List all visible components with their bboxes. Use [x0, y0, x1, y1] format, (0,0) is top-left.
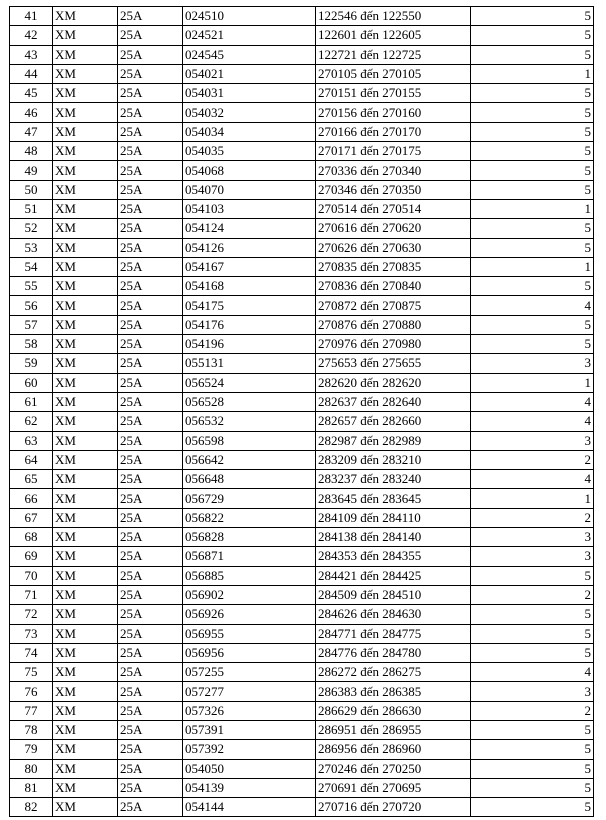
cell-stt: 62 — [10, 412, 53, 431]
cell-so-luong: 5 — [471, 740, 594, 759]
cell-ma: 024510 — [183, 7, 316, 26]
cell-so-luong: 5 — [471, 45, 594, 64]
cell-ky-hieu: XM — [53, 682, 118, 701]
cell-stt: 80 — [10, 759, 53, 778]
cell-range: 270336 đến 270340 — [316, 161, 471, 180]
cell-ma: 054144 — [183, 798, 316, 817]
table-row — [10, 566, 594, 585]
cell-loai: 25A — [118, 335, 183, 354]
cell-stt: 53 — [10, 238, 53, 257]
cell-ky-hieu: XM — [53, 412, 118, 431]
cell-loai: 25A — [118, 26, 183, 45]
cell-ky-hieu: XM — [53, 26, 118, 45]
cell-stt: 48 — [10, 142, 53, 161]
cell-loai: 25A — [118, 277, 183, 296]
cell-stt: 44 — [10, 64, 53, 83]
cell-ky-hieu: XM — [53, 354, 118, 373]
cell-so-luong: 5 — [471, 142, 594, 161]
cell-ky-hieu: XM — [53, 778, 118, 797]
cell-stt: 45 — [10, 84, 53, 103]
cell-ky-hieu: XM — [53, 740, 118, 759]
cell-range: 275653 đến 275655 — [316, 354, 471, 373]
cell-ky-hieu: XM — [53, 547, 118, 566]
cell-stt: 52 — [10, 219, 53, 238]
table-row — [10, 7, 594, 26]
table-row — [10, 180, 594, 199]
cell-ma: 056822 — [183, 508, 316, 527]
cell-loai: 25A — [118, 470, 183, 489]
cell-range: 270616 đến 270620 — [316, 219, 471, 238]
cell-stt: 71 — [10, 585, 53, 604]
cell-ma: 057391 — [183, 720, 316, 739]
cell-ma: 054196 — [183, 335, 316, 354]
cell-loai: 25A — [118, 161, 183, 180]
cell-stt: 67 — [10, 508, 53, 527]
cell-ky-hieu: XM — [53, 759, 118, 778]
cell-so-luong: 2 — [471, 450, 594, 469]
table-row — [10, 199, 594, 218]
cell-loai: 25A — [118, 720, 183, 739]
table-row — [10, 373, 594, 392]
cell-stt: 69 — [10, 547, 53, 566]
table-row — [10, 605, 594, 624]
cell-stt: 76 — [10, 682, 53, 701]
cell-loai: 25A — [118, 142, 183, 161]
cell-loai: 25A — [118, 257, 183, 276]
table-row — [10, 296, 594, 315]
cell-ma: 056524 — [183, 373, 316, 392]
cell-range: 286629 đến 286630 — [316, 701, 471, 720]
cell-ky-hieu: XM — [53, 335, 118, 354]
cell-ky-hieu: XM — [53, 199, 118, 218]
cell-stt: 63 — [10, 431, 53, 450]
table-row — [10, 585, 594, 604]
cell-stt: 57 — [10, 315, 53, 334]
cell-stt: 64 — [10, 450, 53, 469]
table-row — [10, 547, 594, 566]
table-row — [10, 161, 594, 180]
cell-range: 270691 đến 270695 — [316, 778, 471, 797]
cell-ma: 054034 — [183, 122, 316, 141]
cell-ma: 054032 — [183, 103, 316, 122]
cell-so-luong: 5 — [471, 624, 594, 643]
cell-loai: 25A — [118, 682, 183, 701]
cell-stt: 60 — [10, 373, 53, 392]
table-row — [10, 64, 594, 83]
cell-ma: 056642 — [183, 450, 316, 469]
cell-range: 283209 đến 283210 — [316, 450, 471, 469]
table-row — [10, 701, 594, 720]
cell-so-luong: 3 — [471, 682, 594, 701]
cell-stt: 49 — [10, 161, 53, 180]
cell-so-luong: 4 — [471, 296, 594, 315]
cell-range: 284776 đến 284780 — [316, 643, 471, 662]
cell-ma: 056926 — [183, 605, 316, 624]
cell-loai: 25A — [118, 528, 183, 547]
cell-ma: 056828 — [183, 528, 316, 547]
cell-so-luong: 1 — [471, 199, 594, 218]
table-row — [10, 489, 594, 508]
table-row — [10, 528, 594, 547]
cell-ma: 057326 — [183, 701, 316, 720]
cell-loai: 25A — [118, 701, 183, 720]
cell-stt: 46 — [10, 103, 53, 122]
cell-stt: 79 — [10, 740, 53, 759]
cell-range: 284626 đến 284630 — [316, 605, 471, 624]
cell-loai: 25A — [118, 778, 183, 797]
cell-ky-hieu: XM — [53, 84, 118, 103]
cell-ma: 024545 — [183, 45, 316, 64]
cell-ma: 054168 — [183, 277, 316, 296]
cell-loai: 25A — [118, 238, 183, 257]
cell-range: 286272 đến 286275 — [316, 663, 471, 682]
cell-ma: 057277 — [183, 682, 316, 701]
cell-range: 283645 đến 283645 — [316, 489, 471, 508]
cell-range: 122546 đến 122550 — [316, 7, 471, 26]
cell-so-luong: 5 — [471, 277, 594, 296]
cell-so-luong: 1 — [471, 489, 594, 508]
cell-stt: 78 — [10, 720, 53, 739]
cell-range: 286956 đến 286960 — [316, 740, 471, 759]
cell-stt: 58 — [10, 335, 53, 354]
cell-ma: 056729 — [183, 489, 316, 508]
cell-ky-hieu: XM — [53, 219, 118, 238]
cell-ma: 056955 — [183, 624, 316, 643]
cell-range: 282637 đến 282640 — [316, 392, 471, 411]
cell-range: 282987 đến 282989 — [316, 431, 471, 450]
cell-stt: 55 — [10, 277, 53, 296]
cell-loai: 25A — [118, 431, 183, 450]
table-row — [10, 740, 594, 759]
cell-range: 122601 đến 122605 — [316, 26, 471, 45]
cell-loai: 25A — [118, 663, 183, 682]
cell-so-luong: 5 — [471, 778, 594, 797]
cell-loai: 25A — [118, 199, 183, 218]
cell-stt: 75 — [10, 663, 53, 682]
cell-ky-hieu: XM — [53, 142, 118, 161]
cell-ky-hieu: XM — [53, 392, 118, 411]
cell-ky-hieu: XM — [53, 489, 118, 508]
cell-range: 284771 đến 284775 — [316, 624, 471, 643]
cell-ky-hieu: XM — [53, 643, 118, 662]
cell-ma: 056528 — [183, 392, 316, 411]
cell-ma: 054124 — [183, 219, 316, 238]
table-row — [10, 682, 594, 701]
table-row — [10, 26, 594, 45]
cell-so-luong: 4 — [471, 412, 594, 431]
table-row — [10, 663, 594, 682]
cell-ky-hieu: XM — [53, 450, 118, 469]
cell-so-luong: 1 — [471, 257, 594, 276]
cell-loai: 25A — [118, 508, 183, 527]
cell-range: 284421 đến 284425 — [316, 566, 471, 585]
cell-ma: 054175 — [183, 296, 316, 315]
cell-range: 122721 đến 122725 — [316, 45, 471, 64]
cell-range: 270835 đến 270835 — [316, 257, 471, 276]
cell-stt: 66 — [10, 489, 53, 508]
table-row — [10, 142, 594, 161]
cell-ma: 054103 — [183, 199, 316, 218]
cell-ky-hieu: XM — [53, 605, 118, 624]
cell-loai: 25A — [118, 740, 183, 759]
cell-so-luong: 5 — [471, 315, 594, 334]
cell-range: 284138 đến 284140 — [316, 528, 471, 547]
cell-ky-hieu: XM — [53, 161, 118, 180]
cell-loai: 25A — [118, 45, 183, 64]
table-row — [10, 759, 594, 778]
cell-ma: 055131 — [183, 354, 316, 373]
cell-so-luong: 5 — [471, 103, 594, 122]
cell-range: 283237 đến 283240 — [316, 470, 471, 489]
cell-ky-hieu: XM — [53, 720, 118, 739]
cell-so-luong: 5 — [471, 7, 594, 26]
cell-stt: 68 — [10, 528, 53, 547]
cell-so-luong: 4 — [471, 663, 594, 682]
cell-ma: 054035 — [183, 142, 316, 161]
cell-ky-hieu: XM — [53, 238, 118, 257]
table-row — [10, 315, 594, 334]
cell-so-luong: 3 — [471, 528, 594, 547]
cell-ma: 057255 — [183, 663, 316, 682]
cell-ky-hieu: XM — [53, 296, 118, 315]
cell-range: 270716 đến 270720 — [316, 798, 471, 817]
cell-stt: 54 — [10, 257, 53, 276]
cell-ma: 056871 — [183, 547, 316, 566]
cell-ky-hieu: XM — [53, 122, 118, 141]
cell-ky-hieu: XM — [53, 624, 118, 643]
table-row — [10, 219, 594, 238]
cell-so-luong: 5 — [471, 180, 594, 199]
table-row — [10, 354, 594, 373]
cell-ma: 054070 — [183, 180, 316, 199]
cell-so-luong: 5 — [471, 759, 594, 778]
cell-ma: 056532 — [183, 412, 316, 431]
table-row — [10, 122, 594, 141]
cell-stt: 81 — [10, 778, 53, 797]
cell-ky-hieu: XM — [53, 663, 118, 682]
cell-ky-hieu: XM — [53, 470, 118, 489]
cell-stt: 61 — [10, 392, 53, 411]
table-body — [10, 7, 594, 817]
cell-ma: 056648 — [183, 470, 316, 489]
cell-so-luong: 1 — [471, 373, 594, 392]
table-row — [10, 778, 594, 797]
table-row — [10, 277, 594, 296]
cell-ky-hieu: XM — [53, 180, 118, 199]
cell-range: 270156 đến 270160 — [316, 103, 471, 122]
cell-loai: 25A — [118, 450, 183, 469]
cell-ma: 056956 — [183, 643, 316, 662]
cell-ky-hieu: XM — [53, 277, 118, 296]
cell-so-luong: 5 — [471, 84, 594, 103]
cell-range: 270246 đến 270250 — [316, 759, 471, 778]
table-row — [10, 508, 594, 527]
cell-loai: 25A — [118, 122, 183, 141]
cell-range: 284353 đến 284355 — [316, 547, 471, 566]
cell-so-luong: 5 — [471, 720, 594, 739]
cell-loai: 25A — [118, 315, 183, 334]
cell-ma: 056598 — [183, 431, 316, 450]
table-row — [10, 720, 594, 739]
cell-so-luong: 4 — [471, 470, 594, 489]
cell-so-luong: 5 — [471, 26, 594, 45]
cell-ma: 056885 — [183, 566, 316, 585]
cell-so-luong: 1 — [471, 64, 594, 83]
cell-range: 282657 đến 282660 — [316, 412, 471, 431]
cell-range: 286383 đến 286385 — [316, 682, 471, 701]
cell-range: 270514 đến 270514 — [316, 199, 471, 218]
cell-stt: 77 — [10, 701, 53, 720]
cell-range: 270876 đến 270880 — [316, 315, 471, 334]
cell-ma: 054167 — [183, 257, 316, 276]
cell-loai: 25A — [118, 585, 183, 604]
cell-ky-hieu: XM — [53, 508, 118, 527]
cell-range: 270151 đến 270155 — [316, 84, 471, 103]
cell-ma: 054031 — [183, 84, 316, 103]
cell-ma: 054068 — [183, 161, 316, 180]
cell-so-luong: 3 — [471, 431, 594, 450]
cell-loai: 25A — [118, 392, 183, 411]
cell-loai: 25A — [118, 354, 183, 373]
cell-ky-hieu: XM — [53, 798, 118, 817]
cell-so-luong: 5 — [471, 335, 594, 354]
table-row — [10, 450, 594, 469]
table-row — [10, 798, 594, 817]
cell-so-luong: 4 — [471, 392, 594, 411]
cell-so-luong: 5 — [471, 219, 594, 238]
cell-range: 270626 đến 270630 — [316, 238, 471, 257]
cell-so-luong: 5 — [471, 643, 594, 662]
cell-so-luong: 2 — [471, 585, 594, 604]
cell-ma: 054050 — [183, 759, 316, 778]
cell-so-luong: 2 — [471, 701, 594, 720]
cell-ky-hieu: XM — [53, 64, 118, 83]
cell-ma: 054176 — [183, 315, 316, 334]
table-row — [10, 45, 594, 64]
cell-ky-hieu: XM — [53, 257, 118, 276]
cell-range: 286951 đến 286955 — [316, 720, 471, 739]
cell-loai: 25A — [118, 180, 183, 199]
cell-stt: 72 — [10, 605, 53, 624]
cell-loai: 25A — [118, 605, 183, 624]
cell-ky-hieu: XM — [53, 566, 118, 585]
table-row — [10, 431, 594, 450]
cell-stt: 47 — [10, 122, 53, 141]
cell-ma: 056902 — [183, 585, 316, 604]
cell-range: 282620 đến 282620 — [316, 373, 471, 392]
table-row — [10, 103, 594, 122]
cell-range: 270836 đến 270840 — [316, 277, 471, 296]
table-row — [10, 624, 594, 643]
cell-stt: 82 — [10, 798, 53, 817]
cell-so-luong: 3 — [471, 354, 594, 373]
cell-ky-hieu: XM — [53, 45, 118, 64]
cell-stt: 65 — [10, 470, 53, 489]
cell-range: 270976 đến 270980 — [316, 335, 471, 354]
cell-so-luong: 2 — [471, 508, 594, 527]
cell-so-luong: 5 — [471, 566, 594, 585]
cell-stt: 59 — [10, 354, 53, 373]
table-row — [10, 84, 594, 103]
cell-so-luong: 5 — [471, 161, 594, 180]
table-row — [10, 238, 594, 257]
cell-range: 270171 đến 270175 — [316, 142, 471, 161]
cell-ma: 054126 — [183, 238, 316, 257]
cell-loai: 25A — [118, 412, 183, 431]
data-table — [9, 6, 594, 817]
cell-ma: 024521 — [183, 26, 316, 45]
cell-so-luong: 5 — [471, 122, 594, 141]
cell-loai: 25A — [118, 219, 183, 238]
cell-ky-hieu: XM — [53, 701, 118, 720]
cell-loai: 25A — [118, 759, 183, 778]
cell-so-luong: 5 — [471, 238, 594, 257]
cell-loai: 25A — [118, 103, 183, 122]
cell-loai: 25A — [118, 64, 183, 83]
cell-stt: 70 — [10, 566, 53, 585]
cell-loai: 25A — [118, 7, 183, 26]
cell-ma: 057392 — [183, 740, 316, 759]
table-row — [10, 335, 594, 354]
cell-stt: 73 — [10, 624, 53, 643]
cell-ma: 054021 — [183, 64, 316, 83]
cell-range: 270105 đến 270105 — [316, 64, 471, 83]
cell-range: 270872 đến 270875 — [316, 296, 471, 315]
cell-ky-hieu: XM — [53, 431, 118, 450]
cell-loai: 25A — [118, 373, 183, 392]
cell-range: 270346 đến 270350 — [316, 180, 471, 199]
cell-loai: 25A — [118, 489, 183, 508]
cell-stt: 51 — [10, 199, 53, 218]
cell-stt: 41 — [10, 7, 53, 26]
table-row — [10, 392, 594, 411]
cell-stt: 50 — [10, 180, 53, 199]
cell-ky-hieu: XM — [53, 528, 118, 547]
cell-range: 270166 đến 270170 — [316, 122, 471, 141]
table-row — [10, 470, 594, 489]
table-row — [10, 257, 594, 276]
table-row — [10, 643, 594, 662]
cell-so-luong: 3 — [471, 547, 594, 566]
cell-loai: 25A — [118, 798, 183, 817]
table-row — [10, 412, 594, 431]
cell-stt: 43 — [10, 45, 53, 64]
cell-range: 284509 đến 284510 — [316, 585, 471, 604]
cell-stt: 42 — [10, 26, 53, 45]
cell-ky-hieu: XM — [53, 585, 118, 604]
cell-stt: 74 — [10, 643, 53, 662]
cell-range: 284109 đến 284110 — [316, 508, 471, 527]
cell-loai: 25A — [118, 84, 183, 103]
cell-ky-hieu: XM — [53, 7, 118, 26]
cell-so-luong: 5 — [471, 798, 594, 817]
cell-loai: 25A — [118, 547, 183, 566]
cell-ky-hieu: XM — [53, 373, 118, 392]
cell-loai: 25A — [118, 643, 183, 662]
cell-loai: 25A — [118, 296, 183, 315]
cell-ky-hieu: XM — [53, 315, 118, 334]
cell-ma: 054139 — [183, 778, 316, 797]
cell-loai: 25A — [118, 624, 183, 643]
cell-ky-hieu: XM — [53, 103, 118, 122]
cell-stt: 56 — [10, 296, 53, 315]
cell-so-luong: 5 — [471, 605, 594, 624]
cell-loai: 25A — [118, 566, 183, 585]
